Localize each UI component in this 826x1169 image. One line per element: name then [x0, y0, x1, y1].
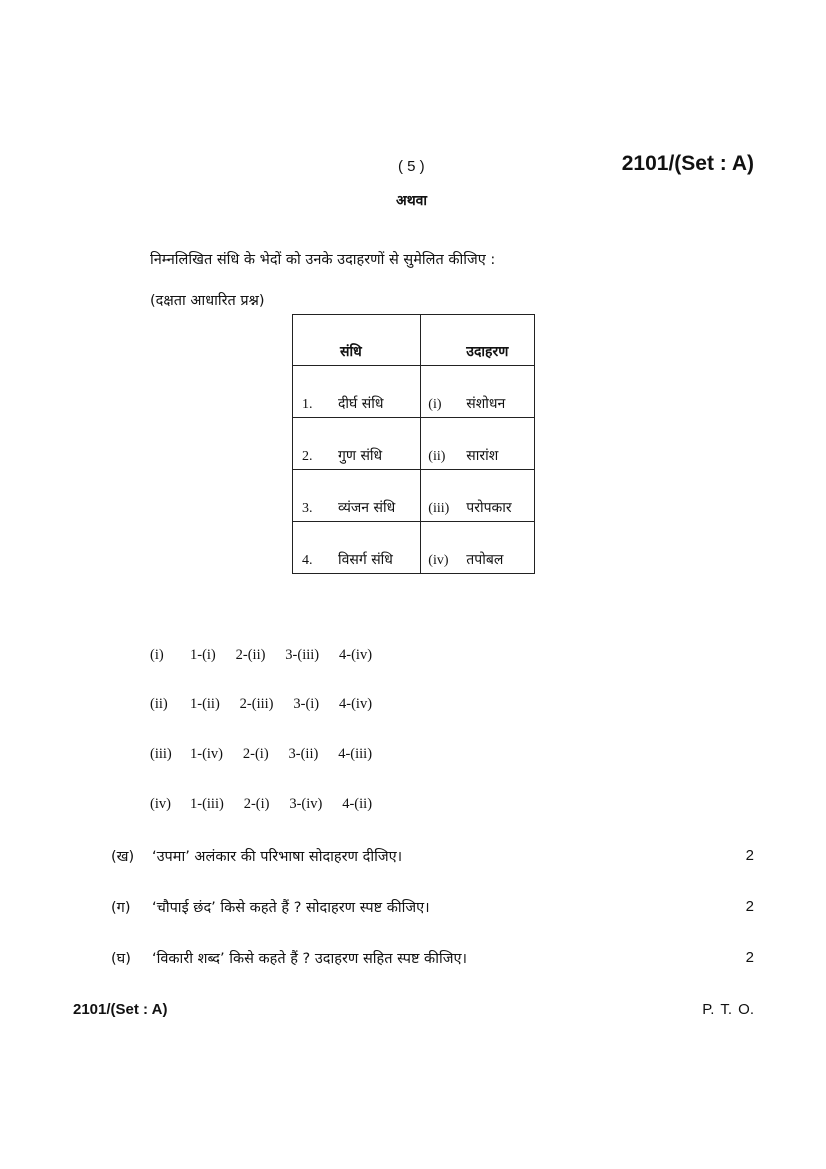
question-label: (घ): [111, 951, 131, 967]
table-cell-sandhi: 4. विसर्ग संधि: [293, 522, 421, 574]
competency-note: (दक्षता आधारित प्रश्न): [150, 293, 265, 309]
question-marks: 2: [745, 949, 754, 966]
question-text: ‘उपमा’ अलंकार की परिभाषा सोदाहरण दीजिए।: [152, 849, 403, 865]
table-cell-sandhi: 2. गुण संधि: [293, 418, 421, 470]
question-label: (ख): [111, 849, 135, 865]
table-header-sandhi: संधि: [293, 315, 421, 366]
option-text: 1-(iv) 2-(i) 3-(ii) 4-(iii): [190, 746, 373, 762]
table-header-udaharan: उदाहरण: [421, 315, 535, 366]
table-row: [293, 470, 535, 522]
question-label: (ग): [111, 900, 131, 916]
question-ga: [111, 897, 430, 917]
option-item: [150, 696, 372, 713]
athva-heading: अथवा: [396, 193, 428, 209]
question-text: ‘चौपाई छंद’ किसे कहते हैं ? सोदाहरण स्पष्ट कीजिए।: [152, 900, 430, 916]
question-gha: [111, 948, 467, 968]
option-label: (iv): [150, 796, 171, 812]
table-cell-sandhi: 3. व्यंजन संधि: [293, 470, 421, 522]
option-label: (i): [150, 647, 164, 663]
question-instruction: निम्नलिखित संधि के भेदों को उनके उदाहरणों से सुमेलित कीजिए :: [150, 252, 496, 268]
table-cell-example: (i) संशोधन: [421, 366, 535, 418]
option-text: 1-(ii) 2-(iii) 3-(i) 4-(iv): [190, 696, 373, 712]
question-marks: 2: [745, 898, 754, 915]
option-item: [150, 796, 372, 813]
match-table: [292, 314, 535, 574]
table-cell-example: (iii) परोपकार: [421, 470, 535, 522]
footer-code: 2101/(Set : A): [73, 1001, 168, 1018]
option-text: 1-(i) 2-(ii) 3-(iii) 4-(iv): [190, 647, 373, 663]
option-label: (iii): [150, 746, 172, 762]
question-marks: 2: [745, 847, 754, 864]
table-row: [293, 522, 535, 574]
table-cell-example: (iv) तपोबल: [421, 522, 535, 574]
pto-label: P. T. O.: [702, 1001, 754, 1018]
table-row: [293, 366, 535, 418]
header-code: 2101/(Set : A): [621, 152, 754, 175]
table-cell-sandhi: 1. दीर्घ संधि: [293, 366, 421, 418]
table-cell-example: (ii) सारांश: [421, 418, 535, 470]
option-item: [150, 746, 372, 763]
option-label: (ii): [150, 696, 168, 712]
question-text: ‘विकारी शब्द’ किसे कहते हैं ? उदाहरण सहित स्पष्ट कीजिए।: [152, 951, 467, 967]
option-item: [150, 647, 372, 664]
page-number: ( 5 ): [398, 158, 425, 175]
table-row: [293, 418, 535, 470]
question-kha: [111, 846, 402, 866]
table-header-row: [293, 315, 535, 366]
option-text: 1-(iii) 2-(i) 3-(iv) 4-(ii): [190, 796, 373, 812]
